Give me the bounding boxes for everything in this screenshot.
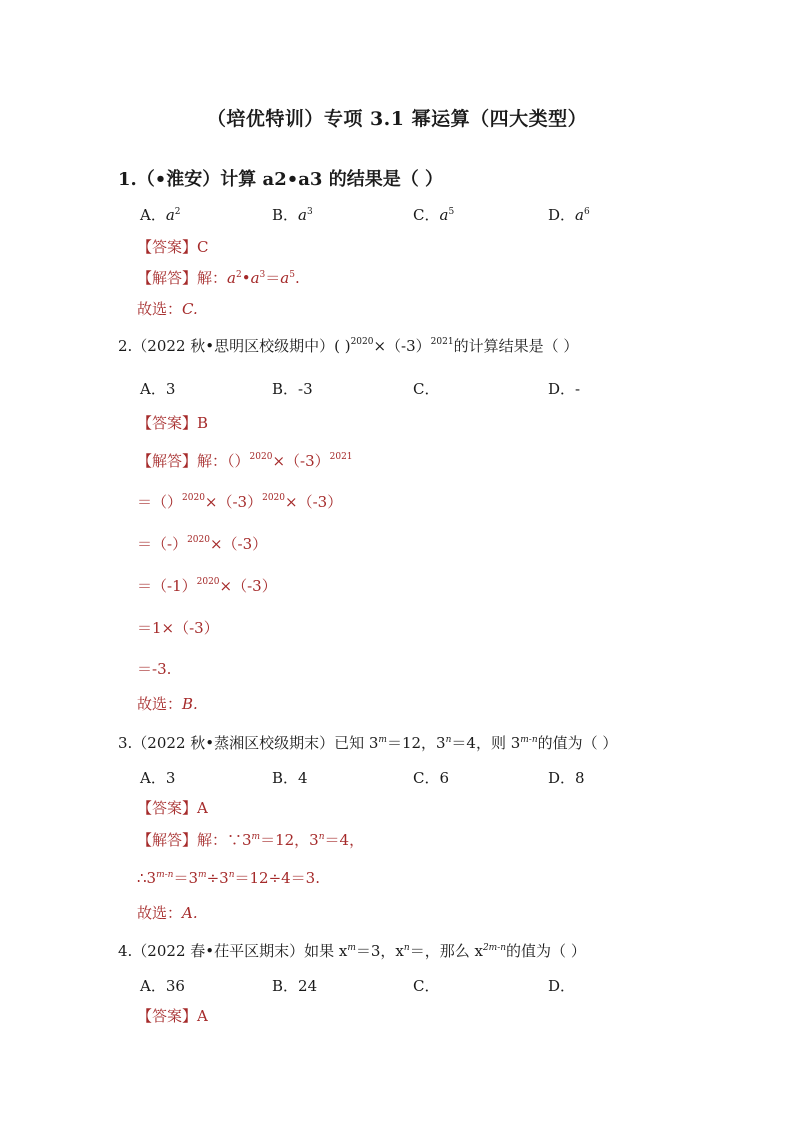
q2-solution-step-6: ＝-3. (137, 660, 172, 678)
question-2-stem: 2.（2022 秋•思明区校级期中）( )$^{2020}\times(-3)^{2021}$的计算结果是（ ） (118, 337, 579, 355)
q2-option-c: C． (413, 380, 440, 398)
q2-solution-step-4: $=(-1)^{2020}\times(-3)$ (137, 577, 277, 595)
question-3-stem: 3.（2022 秋•蒸湘区校级期末）已知 $3^m=12$，$3^n=4$，则 3$^{m-n}$的值为（ ） (118, 734, 618, 752)
q3-solution-line-1: 【解答】解：$\because 3^m=12$，$3^n=4$， (137, 831, 365, 849)
q4-option-d: D． (548, 977, 576, 995)
q2-solution-step-1: 【解答】解：$()^{2020}\times(-3)^{2021}$ (137, 452, 353, 470)
q4-option-c: C． (413, 977, 440, 995)
q2-option-b: B．-3 (272, 380, 313, 398)
q1-solution: 【解答】解：$a^2•a^3=a^5$. (137, 269, 300, 287)
q3-answer: 【答案】A (137, 799, 208, 817)
q1-option-a: A．$a^2$ (140, 206, 181, 224)
q1-option-c: C．$a^5$ (413, 206, 455, 224)
q4-option-b: B．24 (272, 977, 318, 995)
q3-choice: 故选：A. (137, 904, 198, 922)
page-title: （培优特训）专项 3.1 幂运算（四大类型） (206, 108, 588, 130)
q2-solution-step-5: ＝1×（-3） (137, 619, 219, 637)
question-4-stem: 4.（2022 春•茌平区期末）如果 $x^m=3$，$x^n=$，那么 $x^{2m-n}$的值为（ ） (118, 942, 586, 960)
q2-option-d: D．- (548, 380, 581, 398)
q4-answer: 【答案】A (137, 1007, 208, 1025)
q3-option-a: A．3 (140, 769, 176, 787)
q1-answer: 【答案】C (137, 238, 209, 256)
q3-option-b: B．4 (272, 769, 308, 787)
q3-solution-line-2: $\therefore 3^{m-n}=3^m\div 3^n=12\div 4=3$. (137, 869, 320, 887)
q1-option-b: B．$a^3$ (272, 206, 313, 224)
q1-option-d: D．$a^6$ (548, 206, 590, 224)
q3-option-d: D．8 (548, 769, 585, 787)
q3-option-c: C．6 (413, 769, 450, 787)
question-1-stem: 1.（•淮安）计算 a2•a3 的结果是（ ） (118, 169, 443, 190)
q2-solution-step-2: $=()^{2020}\times(-3)^{2020}\times(-3)$ (137, 493, 343, 511)
q2-choice: 故选：B. (137, 695, 198, 713)
q4-option-a: A．36 (140, 977, 185, 995)
q2-solution-step-3: $=(-)^{2020}\times(-3)$ (137, 535, 268, 553)
q2-answer: 【答案】B (137, 414, 209, 432)
q1-choice: 故选：C. (137, 300, 198, 318)
q2-option-a: A．3 (140, 380, 176, 398)
